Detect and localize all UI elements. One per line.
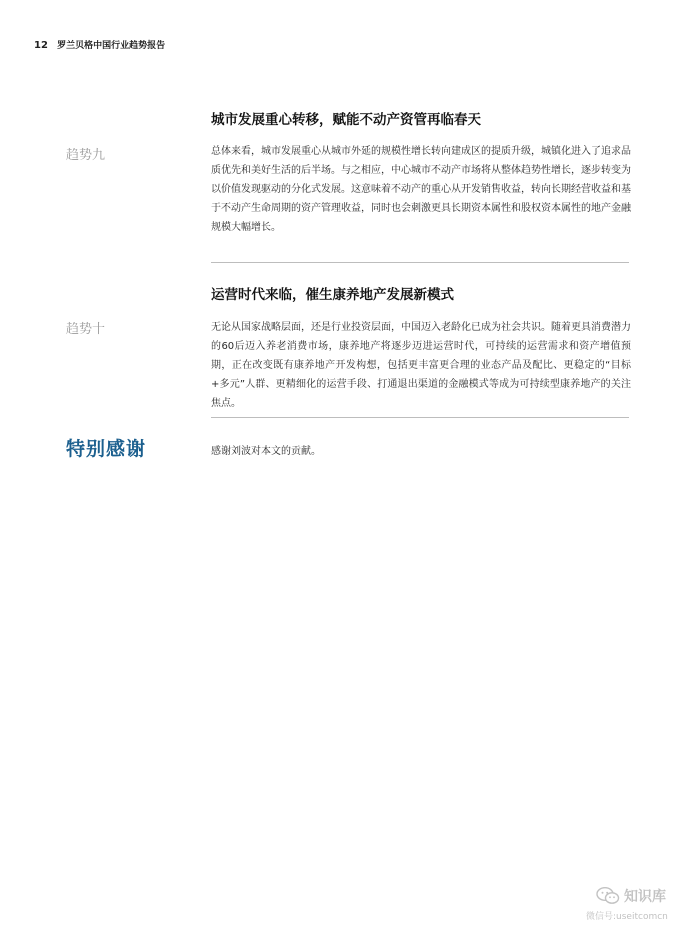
section-heading-trend-9: 城市发展重心转移，赋能不动产资管再临春天 <box>211 112 481 128</box>
wechat-icon <box>596 887 620 905</box>
watermark-name: 知识库 <box>624 889 666 905</box>
special-thanks-text: 感谢刘波对本文的贡献。 <box>211 446 321 457</box>
section-body-trend-10: 无论从国家战略层面，还是行业投资层面，中国迈入老龄化已成为社会共识。随着更具消费潜力的60后迈入养老消费市场，康养地产将逐步迈进运营时代，可持续的运营需求和资产增值预期，正在改变既有康养地产开发构想，包括更丰富更合理的业态产品及配比、更稳定的“目标+多元”人群、更精细化的运营手段、打通退出渠道的金融模式等成为可持续型康养地产的关注焦点。 <box>211 322 631 409</box>
trend-label-9: 趋势九 <box>66 148 106 163</box>
watermark-account: 微信号:useitcomcn <box>586 912 668 922</box>
report-title: 罗兰贝格中国行业趋势报告 <box>57 41 166 51</box>
section-divider <box>211 417 629 418</box>
section-divider <box>211 262 629 263</box>
section-body-trend-9: 总体来看，城市发展重心从城市外延的规模性增长转向建成区的提质升级，城镇化进入了追求品质优先和美好生活的后半场。与之相应，中心城市不动产市场将从整体趋势性增长，逐步转变为以价值发现驱动的分化式发展。这意味着不动产的重心从开发销售收益，转向长期经营收益和基于不动产生命周期的资产管理收益，同时也会刺激更具长期资本属性和股权资本属性的地产金融规模大幅增长。 <box>211 146 631 233</box>
watermark <box>586 883 686 927</box>
trend-label-10: 趋势十 <box>66 322 106 337</box>
special-thanks-title: 特别感谢 <box>66 438 147 460</box>
section-heading-trend-10: 运营时代来临，催生康养地产发展新模式 <box>211 287 454 303</box>
page-number: 12 <box>34 40 48 51</box>
page-header <box>34 38 165 51</box>
